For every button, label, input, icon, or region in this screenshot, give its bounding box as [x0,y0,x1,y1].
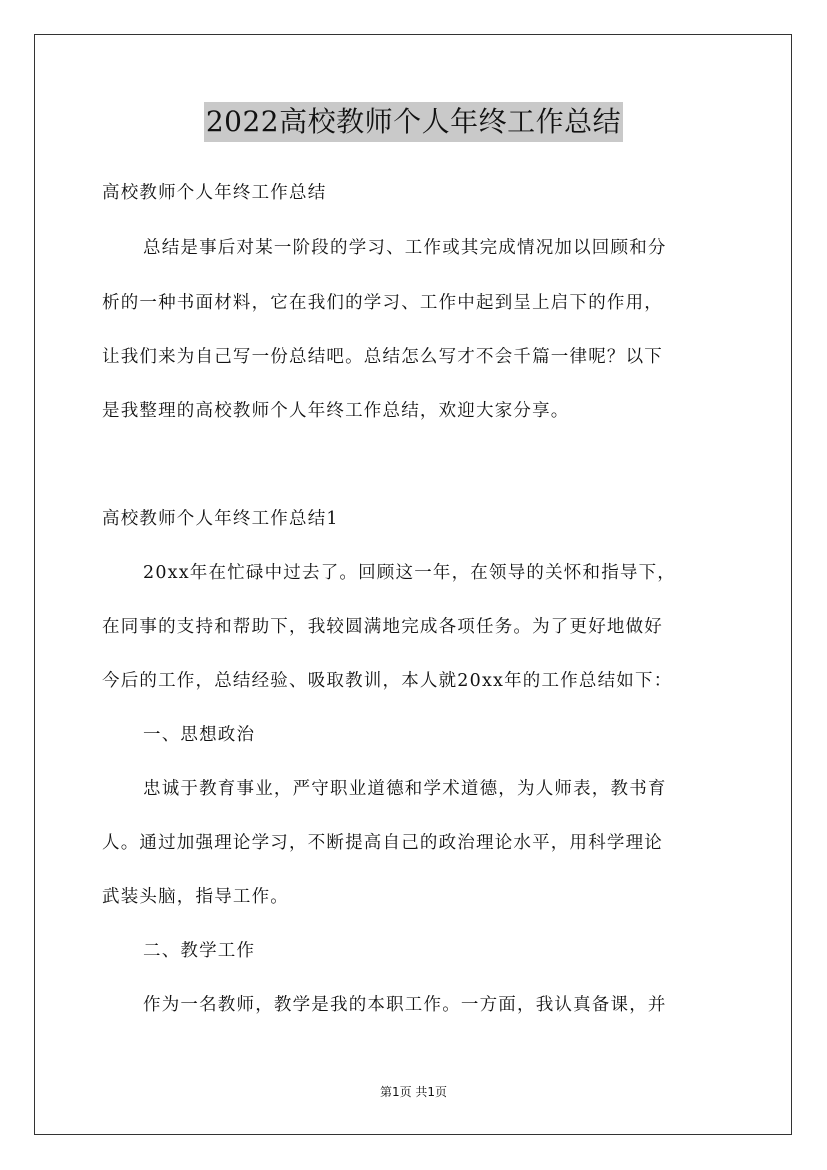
body-line: 作为一名教师，教学是我的本职工作。一方面，我认真备课，并 [143,995,667,1015]
section-heading: 高校教师个人年终工作总结1 [102,509,339,529]
body-line: 今后的工作，总结经验、吸取教训，本人就20xx年的工作总结如下： [102,671,673,691]
body-line: 让我们来为自己写一份总结吧。总结怎么写才不会千篇一律呢？以下 [102,347,663,367]
body-line: 武装头脑，指导工作。 [102,887,289,907]
subsection-heading: 一、思想政治 [143,725,256,745]
subtitle-line: 高校教师个人年终工作总结 [102,183,327,203]
subsection-heading: 二、教学工作 [143,941,256,961]
body-line: 人。通过加强理论学习，不断提高自己的政治理论水平，用科学理论 [102,833,663,853]
document-title: 2022高校教师个人年终工作总结 [204,102,623,142]
body-line: 是我整理的高校教师个人年终工作总结，欢迎大家分享。 [102,401,570,421]
body-line: 忠诚于教育事业，严守职业道德和学术道德，为人师表，教书育 [143,779,667,799]
title-container [0,102,827,142]
page-footer: 第1页 共1页 [379,1085,448,1099]
body-line: 析的一种书面材料，它在我们的学习、工作中起到呈上启下的作用， [102,293,663,313]
body-line: 在同事的支持和帮助下，我较圆满地完成各项任务。为了更好地做好 [102,617,663,637]
body-line: 20xx年在忙碌中过去了。回顾这一年，在领导的关怀和指导下， [143,563,677,583]
body-line: 总结是事后对某一阶段的学习、工作或其完成情况加以回顾和分 [143,238,667,258]
